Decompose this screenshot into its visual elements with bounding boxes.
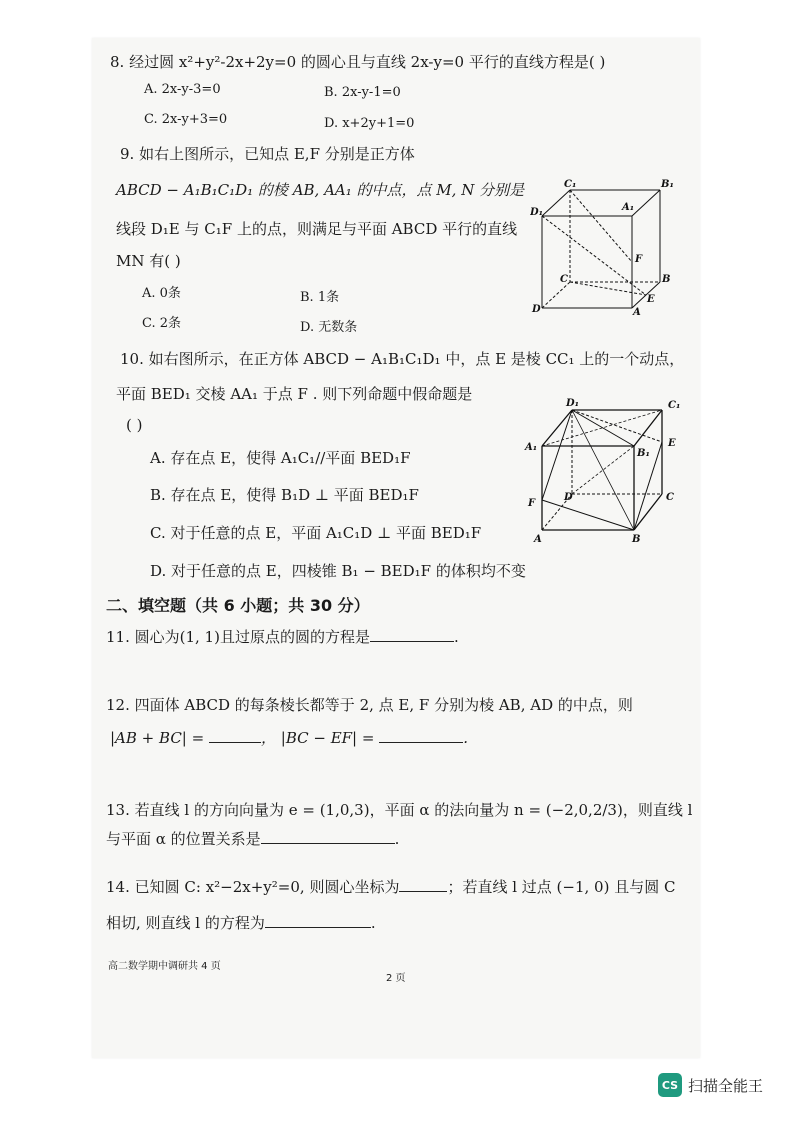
q11-end: . <box>453 628 459 646</box>
q9-option-c: C. 2条 <box>142 316 182 331</box>
q10-line1: 10. 如右图所示，在正方体 ABCD − A₁B₁C₁D₁ 中，点 E 是棱 CC₁ 上的一个动点， <box>120 350 685 368</box>
exam-page <box>92 38 700 1058</box>
q9-label-d1: D₁ <box>530 207 544 218</box>
q9-line2: ABCD − A₁B₁C₁D₁ 的棱 AB, AA₁ 的中点，点 M, N 分别是 <box>116 181 525 199</box>
q12-line2 <box>110 728 468 748</box>
q10-label-c1: C₁ <box>668 400 681 411</box>
q10-option-d: D. 对于任意的点 E，四棱锥 B₁ − BED₁F 的体积均不变 <box>150 562 526 580</box>
q9-label-f: F <box>635 254 643 265</box>
q10-label-a1: A₁ <box>525 442 538 453</box>
q10-option-a: A. 存在点 E，使得 A₁C₁//平面 BED₁F <box>150 449 411 467</box>
q12-sep: ， <box>260 729 276 747</box>
q12-line1: 12. 四面体 ABCD 的每条棱长都等于 2, 点 E, F 分别为棱 AB, AD 的中点，则 <box>106 696 633 714</box>
q12-part1: |AB + BC| = <box>110 729 205 747</box>
q9-label-e: E <box>647 294 655 305</box>
q9-option-d: D. 无数条 <box>300 320 358 335</box>
footer-left: 高二数学期中调研共 4 页 <box>108 961 221 972</box>
q10-option-c: C. 对于任意的点 E，平面 A₁C₁D ⊥ 平面 BED₁F <box>150 524 482 542</box>
q12-answer-blank-2[interactable] <box>379 728 463 743</box>
q10-label-b1: B₁ <box>637 448 650 459</box>
q13-line2: 与平面 α 的位置关系是 <box>106 830 261 848</box>
q11-answer-blank[interactable] <box>370 627 454 642</box>
q10-label-b: B <box>632 534 641 544</box>
section-2-heading: 二、填空题（共 6 小题；共 30 分） <box>106 596 370 615</box>
q10-label-a: A <box>534 534 542 544</box>
q13-line2-row <box>106 829 399 849</box>
q14-line1b: ；若直线 l 过点 (−1, 0) 且与圆 C <box>447 878 676 896</box>
q9-line3: 线段 D₁E 与 C₁F 上的点，则满足与平面 ABCD 平行的直线 <box>116 220 518 238</box>
q10-label-d1: D₁ <box>566 398 580 409</box>
q10-option-b: B. 存在点 E，使得 B₁D ⊥ 平面 BED₁F <box>150 486 419 504</box>
q14-line1a: 14. 已知圆 C: x²−2x+y²=0, 则圆心坐标为 <box>106 878 400 896</box>
q9-line1: 9. 如右上图所示，已知点 E,F 分别是正方体 <box>120 145 415 163</box>
q9-option-a: A. 0条 <box>142 286 181 301</box>
q9-line4: MN 有( ) <box>116 252 181 270</box>
q8-option-b: B. 2x-y-1=0 <box>324 85 401 100</box>
q8-stem: 8. 经过圆 x²+y²-2x+2y=0 的圆心且与直线 2x-y=0 平行的直线方程是( ) <box>110 53 606 71</box>
q11-stem: 11. 圆心为(1, 1)且过原点的圆的方程是 <box>106 628 370 646</box>
page-number: 2 页 <box>386 973 406 984</box>
q11 <box>106 627 459 647</box>
q10-line2: 平面 BED₁ 交棱 AA₁ 于点 F . 则下列命题中假命题是 <box>116 385 473 403</box>
q9-cube-figure <box>530 178 680 318</box>
q10-label-c: C <box>666 492 674 503</box>
q8-option-a: A. 2x-y-3=0 <box>144 82 221 97</box>
q12-answer-blank-1[interactable] <box>209 728 261 743</box>
q13-line1: 13. 若直线 l 的方向向量为 e = (1,0,3)，平面 α 的法向量为 n = (−2,0,2/3)，则直线 l <box>106 801 693 819</box>
q8-option-d: D. x+2y+1=0 <box>324 116 415 131</box>
q9-label-a1: A₁ <box>622 202 635 213</box>
q9-label-c: C <box>560 274 568 285</box>
q13-end: . <box>394 830 400 848</box>
q9-label-b: B <box>662 274 671 285</box>
q14-end: . <box>370 914 376 932</box>
q9-label-b1: B₁ <box>661 179 674 190</box>
scanner-watermark <box>658 1072 763 1098</box>
q14-line2: 相切, 则直线 l 的方程为 <box>106 914 265 932</box>
q14-line2-row <box>106 913 376 933</box>
q10-cube-figure <box>522 394 700 544</box>
q9-label-d: D <box>532 304 541 315</box>
camscanner-logo-icon: CS <box>658 1073 682 1097</box>
q10-label-e: E <box>668 438 676 449</box>
q12-end: . <box>463 729 469 747</box>
q9-option-b: B. 1条 <box>300 290 340 305</box>
q14-line1 <box>106 877 675 897</box>
q9-label-a: A <box>633 307 641 318</box>
q12-part2: |BC − EF| = <box>280 729 375 747</box>
q14-answer-blank-1[interactable] <box>399 877 447 892</box>
scanner-watermark-text: 扫描全能王 <box>688 1076 764 1095</box>
q14-answer-blank-2[interactable] <box>265 913 371 928</box>
q10-label-f: F <box>528 498 536 509</box>
q8-option-c: C. 2x-y+3=0 <box>144 112 228 127</box>
q13-answer-blank[interactable] <box>261 829 395 844</box>
q9-label-c1: C₁ <box>564 179 577 190</box>
q10-label-d: D <box>564 492 573 503</box>
q10-line3: ( ) <box>126 416 143 434</box>
